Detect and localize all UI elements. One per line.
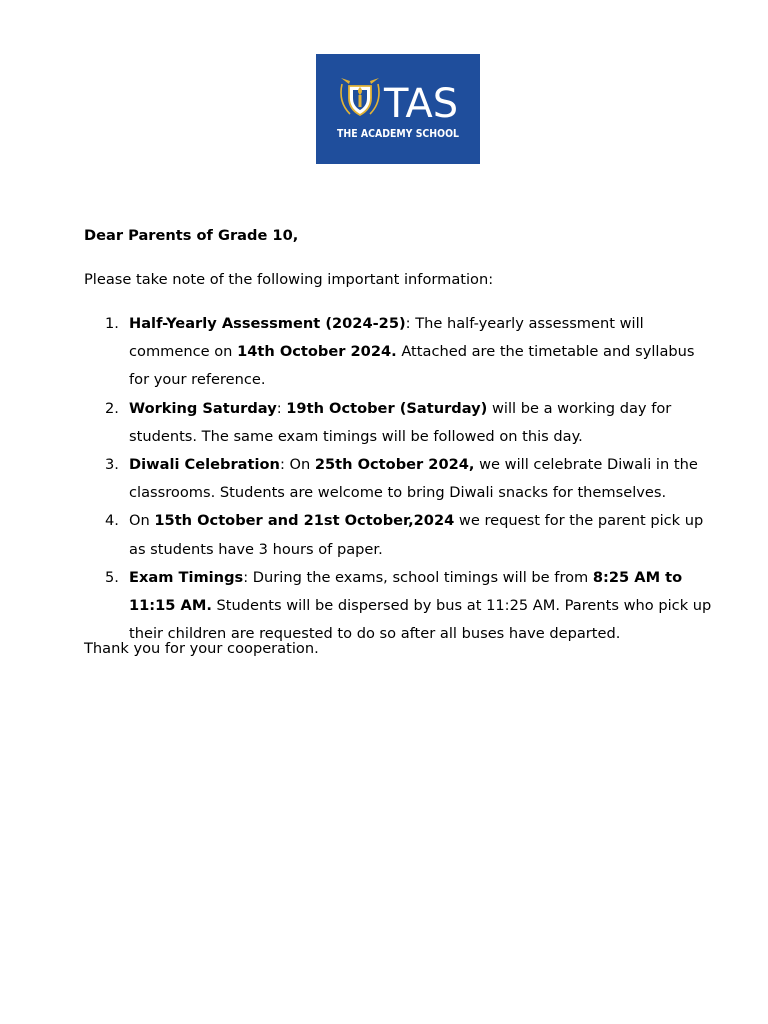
list-item: [84, 310, 714, 395]
item-title: Half-Yearly Assessment (2024-25): [129, 315, 406, 332]
logo-school-name: THE ACADEMY SCHOOL: [337, 128, 460, 140]
item-number: 4.: [105, 512, 119, 530]
item-title: Working Saturday: [129, 399, 277, 417]
logo-wordmark: TAS: [384, 81, 459, 127]
item-number: 3.: [105, 456, 119, 474]
item-highlight: 8:25 AM to 11:15 AM.: [129, 568, 683, 615]
greeting: Dear Parents of Grade 10,: [84, 227, 299, 244]
item-text: On: [129, 512, 155, 530]
notice-list: [84, 310, 714, 648]
item-highlight: 15th October and 21st October,2024: [154, 512, 455, 530]
list-item: [84, 451, 714, 507]
item-text: we will celebrate Diwali in the classrooms. Students are welcome to bring Diwali snacks for themselves.: [129, 456, 698, 502]
item-number: 2.: [105, 399, 119, 417]
item-highlight: 14th October 2024.: [237, 343, 397, 361]
item-text: : On: [279, 456, 315, 474]
item-text: : The half-yearly assessment will commence on: [129, 315, 644, 361]
school-logo: [316, 54, 480, 164]
item-highlight: 25th October 2024,: [314, 456, 475, 474]
item-highlight: 19th October (Saturday): [286, 399, 488, 417]
item-title: Diwali Celebration: [129, 456, 280, 474]
item-text: : During the exams, school timings will be from: [243, 568, 593, 586]
list-item: [84, 507, 714, 563]
intro-text: Please take note of the following important information:: [84, 271, 494, 288]
item-text: Students will be dispersed by bus at 11:25 AM. Parents who pick up their children are requested to do so after all buses have departed.: [129, 597, 712, 643]
list-item: [84, 395, 714, 451]
item-text: :: [276, 399, 287, 417]
closing-text: Thank you for your cooperation.: [84, 640, 319, 657]
item-title: Exam Timings: [129, 568, 244, 586]
logo-text: [316, 54, 480, 164]
item-number: 1.: [105, 315, 119, 332]
item-text: Attached are the timetable and syllabus for your reference.: [129, 343, 695, 389]
item-text: will be a working day for students. The same exam timings will be followed on this day.: [129, 399, 672, 445]
item-text: we request for the parent pick up as students have 3 hours of paper.: [129, 512, 704, 558]
item-number: 5.: [105, 568, 119, 586]
